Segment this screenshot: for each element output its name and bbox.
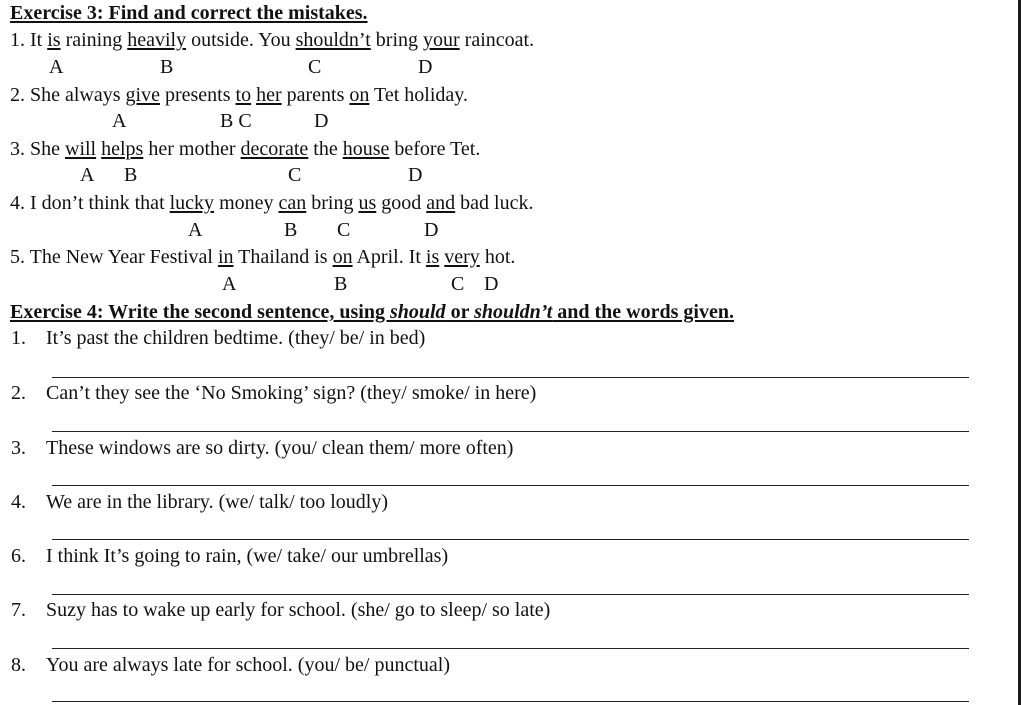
- ex4-item-4-number: 4.: [11, 491, 26, 513]
- ex4-item-4-answer-line: [52, 539, 969, 540]
- page-right-border: [1018, 0, 1021, 705]
- ex4-item-2-answer-line: [52, 431, 969, 432]
- ex3-q4-option-d: and: [426, 192, 456, 214]
- ex3-q1-option-b: heavily: [127, 29, 187, 51]
- ex3-question-4: 4. I don’t think that lucky money can bring us good and bad luck.: [10, 192, 534, 214]
- ex3-q5-option-c: is: [425, 246, 440, 268]
- ex3-q2-label-d: D: [314, 110, 329, 132]
- ex3-q4-label-a: A: [188, 219, 203, 241]
- ex3-q1-option-a: is: [47, 29, 61, 51]
- ex3-q5-label-c: C: [451, 273, 465, 295]
- ex4-item-3-number: 3.: [11, 437, 26, 459]
- ex3-q5-label-a: A: [222, 273, 237, 295]
- ex3-q2-label-bc: B C: [220, 110, 252, 132]
- ex3-q1-label-d: D: [418, 56, 433, 78]
- ex3-q3-option-c: decorate: [240, 138, 309, 160]
- ex3-q3-option-b: helps: [101, 138, 144, 160]
- ex3-q2-option-c: her: [256, 84, 282, 106]
- ex3-q3-option-a: will: [65, 138, 97, 160]
- ex4-item-1-number: 1.: [11, 327, 26, 349]
- ex4-item-3-answer-line: [52, 485, 969, 486]
- ex3-question-2: 2. She always give presents to her parents on Tet holiday.: [10, 84, 468, 106]
- ex3-q3-label-b: B: [124, 164, 138, 186]
- ex4-item-8-number: 8.: [11, 654, 26, 676]
- ex4-item-7-prompt: Suzy has to wake up early for school. (she/ go to sleep/ so late): [46, 599, 551, 621]
- ex3-q2-option-d: on: [349, 84, 370, 106]
- ex3-q5-label-d: D: [484, 273, 499, 295]
- ex3-q5-option-d: very: [444, 246, 480, 268]
- ex3-q1-label-b: B: [160, 56, 174, 78]
- ex3-question-1: 1. It is raining heavily outside. You shouldn’t bring your raincoat.: [10, 29, 535, 51]
- ex3-q4-label-c: C: [337, 219, 351, 241]
- ex3-q2-label-a: A: [112, 110, 127, 132]
- ex4-item-6-prompt: I think It’s going to rain, (we/ take/ our umbrellas): [46, 545, 449, 567]
- ex3-q3-option-d: house: [342, 138, 390, 160]
- ex3-q1-option-d: your: [423, 29, 460, 51]
- ex3-q4-label-d: D: [424, 219, 439, 241]
- ex4-item-4-prompt: We are in the library. (we/ talk/ too loudly): [46, 491, 388, 513]
- ex3-q3-label-c: C: [288, 164, 302, 186]
- ex3-q1-label-a: A: [49, 56, 64, 78]
- ex3-q2-option-b: to: [235, 84, 252, 106]
- ex4-item-6-number: 6.: [11, 545, 26, 567]
- ex3-q2-option-a: give: [125, 84, 160, 106]
- ex3-q1-label-c: C: [308, 56, 322, 78]
- ex4-item-6-answer-line: [52, 594, 969, 595]
- exercise-3-title: Exercise 3: Find and correct the mistakes.: [10, 2, 368, 24]
- ex3-q4-option-a: lucky: [169, 192, 215, 214]
- ex3-q4-option-c: us: [358, 192, 377, 214]
- ex3-q4-option-b: can: [278, 192, 307, 214]
- ex4-item-8-prompt: You are always late for school. (you/ be/ punctual): [46, 654, 450, 676]
- ex3-q4-label-b: B: [284, 219, 298, 241]
- ex3-q3-label-d: D: [408, 164, 423, 186]
- ex3-question-5: 5. The New Year Festival in Thailand is on April. It is very hot.: [10, 246, 516, 268]
- ex4-item-7-number: 7.: [11, 599, 26, 621]
- ex3-q5-label-b: B: [334, 273, 348, 295]
- ex3-q5-option-a: in: [217, 246, 234, 268]
- ex4-item-2-number: 2.: [11, 382, 26, 404]
- ex4-item-1-answer-line: [52, 377, 969, 378]
- ex3-q5-option-b: on: [332, 246, 353, 268]
- ex4-item-1-prompt: It’s past the children bedtime. (they/ be/ in bed): [46, 327, 426, 349]
- exercise-4-title: Exercise 4: Write the second sentence, using should or shouldn’t and the words given.: [10, 301, 734, 323]
- ex3-q1-option-c: shouldn’t: [295, 29, 371, 51]
- ex4-item-2-prompt: Can’t they see the ‘No Smoking’ sign? (they/ smoke/ in here): [46, 382, 537, 404]
- ex4-item-3-prompt: These windows are so dirty. (you/ clean them/ more often): [46, 437, 514, 459]
- ex3-question-3: 3. She will helps her mother decorate the house before Tet.: [10, 138, 481, 160]
- ex4-item-8-answer-line: [52, 701, 969, 702]
- ex3-q3-label-a: A: [80, 164, 95, 186]
- ex4-item-7-answer-line: [52, 648, 969, 649]
